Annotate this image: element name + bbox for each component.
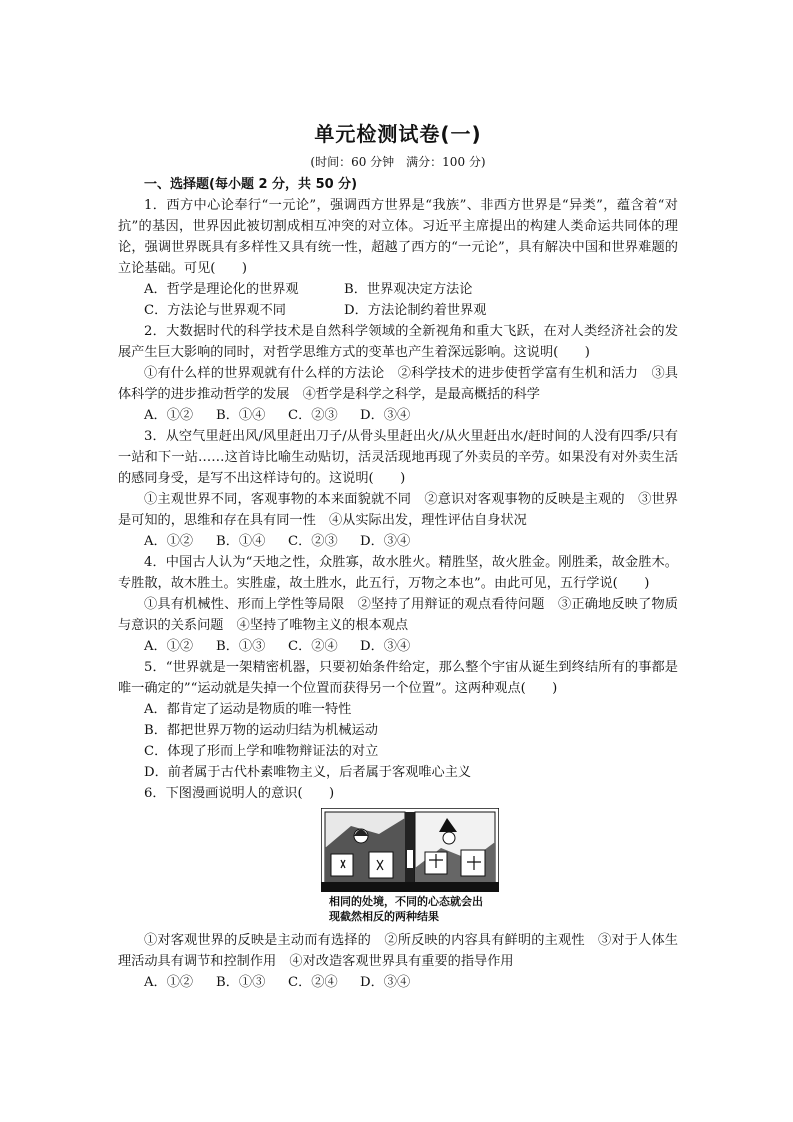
exam-info: (时间：60 分钟 满分：100 分) bbox=[310, 155, 486, 169]
question-3-options bbox=[118, 531, 678, 552]
cartoon-image bbox=[321, 808, 499, 892]
question-4-options bbox=[118, 636, 678, 657]
option-d[interactable]: D．方法论制约着世界观 bbox=[344, 303, 487, 318]
option-a[interactable]: A．哲学是理论化的世界观 bbox=[144, 282, 299, 297]
question-4-stem: 4．中国古人认为“天地之性，众胜寡，故水胜火。精胜坚，故火胜金。刚胜柔，故金胜木。专胜散，故木胜土。实胜虚，故土胜水，此五行，万物之本也”。由此可见，五行学说( ) bbox=[118, 555, 678, 591]
option-b[interactable]: B．世界观决定方法论 bbox=[344, 282, 473, 297]
option-c[interactable]: C．体现了形而上学和唯物辩证法的对立 bbox=[144, 744, 379, 759]
question-3-items: ①主观世界不同，客观事物的本来面貌就不同 ②意识对客观事物的反映是主观的 ③世界是可知的，思维和存在具有同一性 ④从实际出发，理性评估自身状况 bbox=[118, 492, 678, 528]
option-b[interactable]: B．①③ bbox=[216, 639, 266, 654]
section-heading: 一、选择题(每小题 2 分，共 50 分) bbox=[144, 177, 358, 192]
option-c[interactable]: C．方法论与世界观不同 bbox=[144, 303, 286, 318]
question-2-options bbox=[118, 405, 678, 426]
question-1-options-2 bbox=[118, 300, 678, 321]
question-2-stem: 2．大数据时代的科学技术是自然科学领域的全新视角和重大飞跃，在对人类经济社会的发展产生巨大影响的同时，对哲学思维方式的变革也产生着深远影响。这说明( ) bbox=[118, 324, 678, 360]
question-5-stem: 5．“世界就是一架精密机器，只要初始条件给定，那么整个宇宙从诞生到终结所有的事都是唯一确定的”“运动就是失掉一个位置而获得另一个位置”。这两种观点( ) bbox=[118, 660, 678, 696]
exam-page bbox=[118, 118, 678, 993]
question-3-stem: 3．从空气里赶出风/风里赶出刀子/从骨头里赶出火/从火里赶出水/赶时间的人没有四季/只有一站和下一站……这首诗比喻生动贴切，活灵活现地再现了外卖员的辛劳。如果没有对外卖生活的感同身受，是写不出这样诗句的。这说明( ) bbox=[118, 429, 678, 486]
option-c[interactable]: C．②③ bbox=[288, 534, 338, 549]
option-a[interactable]: A．①② bbox=[144, 639, 194, 654]
option-c[interactable]: C．②④ bbox=[288, 639, 338, 654]
page-title: 单元检测试卷(一) bbox=[314, 122, 482, 146]
option-b[interactable]: B．都把世界万物的运动归结为机械运动 bbox=[144, 723, 378, 738]
question-6-items: ①对客观世界的反映是主动而有选择的 ②所反映的内容具有鲜明的主观性 ③对于人体生理活动具有调节和控制作用 ④对改造客观世界具有重要的指导作用 bbox=[118, 933, 678, 969]
cartoon-figure bbox=[321, 808, 499, 926]
option-d[interactable]: D．③④ bbox=[360, 639, 411, 654]
option-d[interactable]: D．③④ bbox=[360, 975, 411, 990]
cartoon-caption: 相同的处境，不同的心态就会出现截然相反的两种结果 bbox=[321, 892, 499, 926]
option-d[interactable]: D．③④ bbox=[360, 408, 411, 423]
option-b[interactable]: B．①④ bbox=[216, 534, 266, 549]
option-a[interactable]: A．①② bbox=[144, 408, 194, 423]
option-a[interactable]: A．①② bbox=[144, 975, 194, 990]
option-b[interactable]: B．①③ bbox=[216, 975, 266, 990]
option-d[interactable]: D．前者属于古代朴素唯物主义，后者属于客观唯心主义 bbox=[144, 765, 472, 780]
question-6-options bbox=[118, 972, 678, 993]
option-a[interactable]: A．①② bbox=[144, 534, 194, 549]
question-1-options bbox=[118, 279, 678, 300]
question-6-stem: 6．下图漫画说明人的意识( ) bbox=[144, 786, 335, 801]
question-2-items: ①有什么样的世界观就有什么样的方法论 ②科学技术的进步使哲学富有生机和活力 ③具体科学的进步推动哲学的发展 ④哲学是科学之科学，是最高概括的科学 bbox=[118, 366, 678, 402]
option-c[interactable]: C．②③ bbox=[288, 408, 338, 423]
option-d[interactable]: D．③④ bbox=[360, 534, 411, 549]
option-c[interactable]: C．②④ bbox=[288, 975, 338, 990]
question-1-stem: 1．西方中心论奉行“一元论”，强调西方世界是“我族”、非西方世界是“异类”，蕴含着“对抗”的基因，世界因此被切割成相互冲突的对立体。习近平主席提出的构建人类命运共同体的理论，强调世界既具有多样性又具有统一性，超越了西方的“一元论”，具有解决中国和世界难题的立论基础。可见( ) bbox=[118, 198, 678, 276]
option-a[interactable]: A．都肯定了运动是物质的唯一特性 bbox=[144, 702, 352, 717]
question-4-items: ①具有机械性、形而上学性等局限 ②坚持了用辩证的观点看待问题 ③正确地反映了物质与意识的关系问题 ④坚持了唯物主义的根本观点 bbox=[118, 597, 678, 633]
option-b[interactable]: B．①④ bbox=[216, 408, 266, 423]
